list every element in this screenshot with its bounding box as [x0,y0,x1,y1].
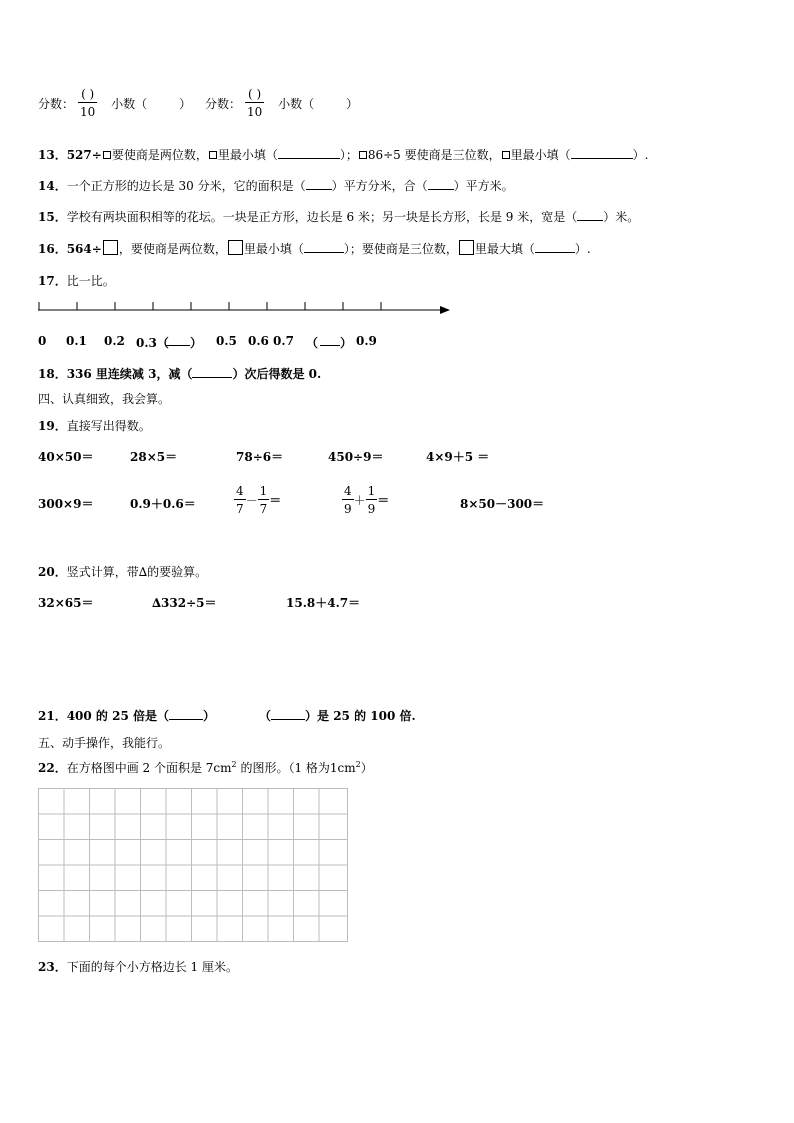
number-line [36,298,456,318]
box-icon [359,151,367,159]
q19-row-2 [38,485,598,525]
question-15: 15．学校有两块面积相等的花坛。一块是正方形，边长是 6 米；另一块是长方形，长是 9 米，宽是（ ）米。 [38,210,640,224]
answer-blank[interactable] [271,708,305,720]
answer-blank[interactable] [428,178,454,190]
question-23: 23．下面的每个小方格边长 1 厘米。 [38,960,238,974]
question-17: 17．比一比。 [38,274,115,288]
answer-blank[interactable] [571,147,633,159]
question-19: 19．直接写出得数。 [38,419,151,433]
box-icon [103,240,118,255]
fraction-blank[interactable]: $\frac{( )}{10}$ [80,87,96,119]
answer-blank[interactable] [535,241,575,253]
calc-item: 32×65＝ [38,596,94,610]
fraction-blank-2[interactable]: $\frac{( )}{10}$ [247,87,263,119]
box-icon [103,151,111,159]
question-18: 18．336 里连续减 3，减（ ）次后得数是 0. [38,367,322,381]
box-icon [502,151,510,159]
calc-item: 300×9＝ [38,497,94,511]
box-icon [459,240,474,255]
answer-blank[interactable] [320,334,340,346]
box-icon [209,151,217,159]
decimal-label-2: 小数（ [278,96,315,111]
box-icon [228,240,243,255]
calc-item: 40×50＝ [38,450,94,464]
grid-lines [39,788,349,942]
calc-item: ∆332÷5＝ [152,596,217,610]
answer-blank[interactable] [166,334,190,346]
answer-blank[interactable] [278,147,340,159]
question-21: 21．400 的 25 倍是（ ） （ ）是 25 的 100 倍. [38,709,416,723]
answer-blank[interactable] [192,366,232,378]
question-16: 16．564÷ ，要使商是两位数， 里最小填（ ）；要使商是三位数， 里最大填（ ）. [38,242,591,256]
question-13: 13．527÷ 要使商是两位数， 里最小填（ ）； 86÷5 要使商是三位数， 里最小填（ ）. [38,148,649,162]
fraction-label: 分数： [38,96,75,111]
question-14: 14．一个正方形的边长是 30 分米，它的面积是（ ）平方分米，合（ ）平方米。 [38,179,514,193]
question-22: 22．在方格图中画 2 个面积是 $7cm^2$ 的图形。（1 格为$1cm^2$） [38,760,373,775]
decimal-label: 小数（ [111,96,148,111]
answer-blank[interactable] [304,241,344,253]
calc-item: 450÷9＝ [328,450,384,464]
section-5-heading: 五、动手操作，我能行。 [38,736,171,750]
fraction-expression-1: $\frac{4}{7}$ － $\frac{1}{7}$ ＝ [236,484,282,516]
calc-item: 4×9＋5 ＝ [426,450,490,464]
section-4-heading: 四、认真细致，我会算。 [38,392,171,406]
number-line-ticks [39,302,381,310]
calc-item: 78÷6＝ [236,450,284,464]
calc-item: 28×5＝ [130,450,178,464]
fraction-expression-2: $\frac{4}{9}$ ＋ $\frac{1}{9}$ ＝ [344,484,390,516]
fraction-label-2: 分数： [204,96,241,111]
answer-blank[interactable] [577,209,603,221]
arrow-icon [440,306,450,314]
calc-item: 8×50－300＝ [460,497,545,511]
calc-item: 15.8＋4.7＝ [286,596,361,610]
answer-blank[interactable] [306,178,332,190]
q12-line: 分数： $\frac{( )}{10}$ 小数（ ） 分数： $\frac{( )}{10}$ 小数（ ） [38,87,359,119]
answer-blank[interactable] [169,708,203,720]
grid-paper[interactable] [38,788,350,944]
calc-item: 0.9＋0.6＝ [130,497,196,511]
question-20: 20．竖式计算，带∆的要验算。 [38,565,208,579]
